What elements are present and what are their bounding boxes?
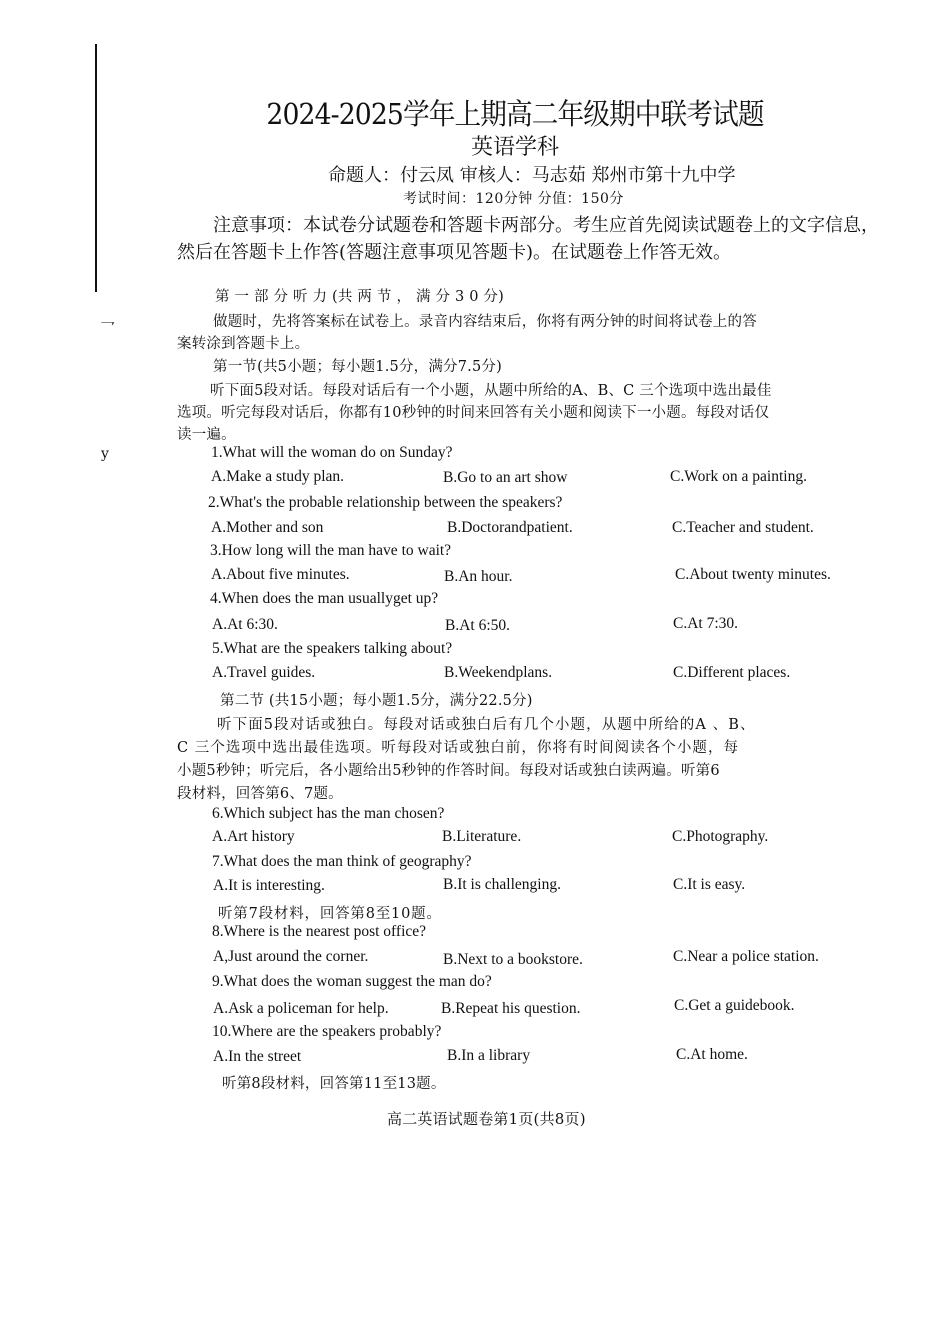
exam-authors: 命题人：付云凤 审核人：马志茹 郑州市第十九中学 xyxy=(328,165,736,186)
option-b: B.An hour. xyxy=(444,568,513,585)
option-a: A,Just around the corner. xyxy=(213,948,369,965)
option-c: C.It is easy. xyxy=(673,876,746,893)
section2-instructions: 听下面5段对话或独白。每段对话或独白后有几个小题，从题中所给的A 、B、 xyxy=(217,717,756,733)
section2-instructions: 小题5秒钟；听完后，各小题给出5秒钟的作答时间。每段对话或独白读两遍。听第6 xyxy=(177,763,720,779)
notice-line: 注意事项：本试卷分试题卷和答题卡两部分。考生应首先阅读试题卷上的文字信息， xyxy=(213,215,879,236)
question-text: 7.What does the man think of geography? xyxy=(212,853,472,870)
question-text: 5.What are the speakers talking about? xyxy=(212,640,453,657)
option-c: C.Work on a painting. xyxy=(670,468,807,485)
question-text: 1.What will the woman do on Sunday? xyxy=(211,444,453,461)
question-text: 2.What's the probable relationship between the speakers? xyxy=(208,494,563,511)
option-b: B.Repeat his question. xyxy=(441,1000,581,1017)
option-a: A.At 6:30. xyxy=(212,616,278,633)
question-text: 9.What does the woman suggest the man do? xyxy=(212,973,492,990)
option-c: C.About twenty minutes. xyxy=(675,566,831,583)
section1-instructions: 选项。听完每段对话后，你都有10秒钟的时间来回答有关小题和阅读下一小题。每段对话仅 xyxy=(177,405,770,421)
margin-mark: y xyxy=(101,446,109,462)
question-text: 10.Where are the speakers probably? xyxy=(212,1023,442,1040)
part1-heading: 第 一 部 分 听 力 (共 两 节 ， 满 分 3 0 分) xyxy=(215,289,504,305)
option-b: B.Literature. xyxy=(442,828,522,845)
option-c: C.At home. xyxy=(676,1046,748,1063)
notice-line: 然后在答题卡上作答(答题注意事项见答题卡)。在试题卷上作答无效。 xyxy=(177,242,732,263)
section1-instructions: 读一遍。 xyxy=(177,427,236,443)
part1-instructions: 做题时，先将答案标在试卷上。录音内容结束后，你将有两分钟的时间将试卷上的答 xyxy=(213,314,757,330)
option-c: C.Get a guidebook. xyxy=(674,997,795,1014)
option-b: B.Doctorandpatient. xyxy=(447,519,573,536)
section1-heading: 第一节(共5小题；每小题1.5分，满分7.5分) xyxy=(213,359,502,375)
left-margin-rule xyxy=(95,44,97,292)
section2-instructions: 段材料，回答第6、7题。 xyxy=(177,786,343,802)
option-b: B.Go to an art show xyxy=(443,469,568,486)
option-a: A.About five minutes. xyxy=(211,566,350,583)
option-b: B.Next to a bookstore. xyxy=(443,951,583,968)
exam-title: 2024-2025学年上期高二年级期中联考试题 xyxy=(266,97,764,131)
question-text: 4.When does the man usuallyget up? xyxy=(210,590,439,607)
material-note: 听第7段材料，回答第8至10题。 xyxy=(218,906,442,922)
option-c: C.Teacher and student. xyxy=(672,519,814,536)
option-a: A.Ask a policeman for help. xyxy=(213,1000,389,1017)
option-a: A.In the street xyxy=(213,1048,302,1065)
option-c: C.Different places. xyxy=(673,664,791,681)
option-a: A.Art history xyxy=(212,828,295,845)
option-c: C.Near a police station. xyxy=(673,948,819,965)
margin-mark: 乛 xyxy=(100,320,116,338)
section2-instructions: C 三个选项中选出最佳选项。听每段对话或独白前，你将有时间阅读各个小题，每 xyxy=(177,740,740,756)
part1-instructions: 案转涂到答题卡上。 xyxy=(177,336,310,352)
page-footer: 高二英语试题卷第1页(共8页) xyxy=(387,1110,586,1128)
exam-subject: 英语学科 xyxy=(470,135,559,160)
option-a: A.Travel guides. xyxy=(212,664,316,681)
option-a: A.Make a study plan. xyxy=(211,468,345,485)
option-b: B.It is challenging. xyxy=(443,876,561,893)
option-c: C.At 7:30. xyxy=(673,615,739,632)
option-a: A.It is interesting. xyxy=(213,877,325,894)
question-text: 3.How long will the man have to wait? xyxy=(210,542,452,559)
option-b: B.Weekendplans. xyxy=(444,664,553,681)
option-b: B.In a library xyxy=(447,1047,531,1064)
question-text: 6.Which subject has the man chosen? xyxy=(212,805,445,822)
material-note: 听第8段材料，回答第11至13题。 xyxy=(222,1076,446,1092)
section1-instructions: 听下面5段对话。每段对话后有一个小题，从题中所给的A、B、C 三个选项中选出最佳 xyxy=(210,383,772,399)
exam-info: 考试时间：120分钟 分值：150分 xyxy=(403,191,624,207)
option-b: B.At 6:50. xyxy=(445,617,511,634)
section2-heading: 第二节 (共15小题；每小题1.5分，满分22.5分) xyxy=(220,693,533,709)
option-a: A.Mother and son xyxy=(211,519,324,536)
option-c: C.Photography. xyxy=(672,828,769,845)
question-text: 8.Where is the nearest post office? xyxy=(212,923,427,940)
